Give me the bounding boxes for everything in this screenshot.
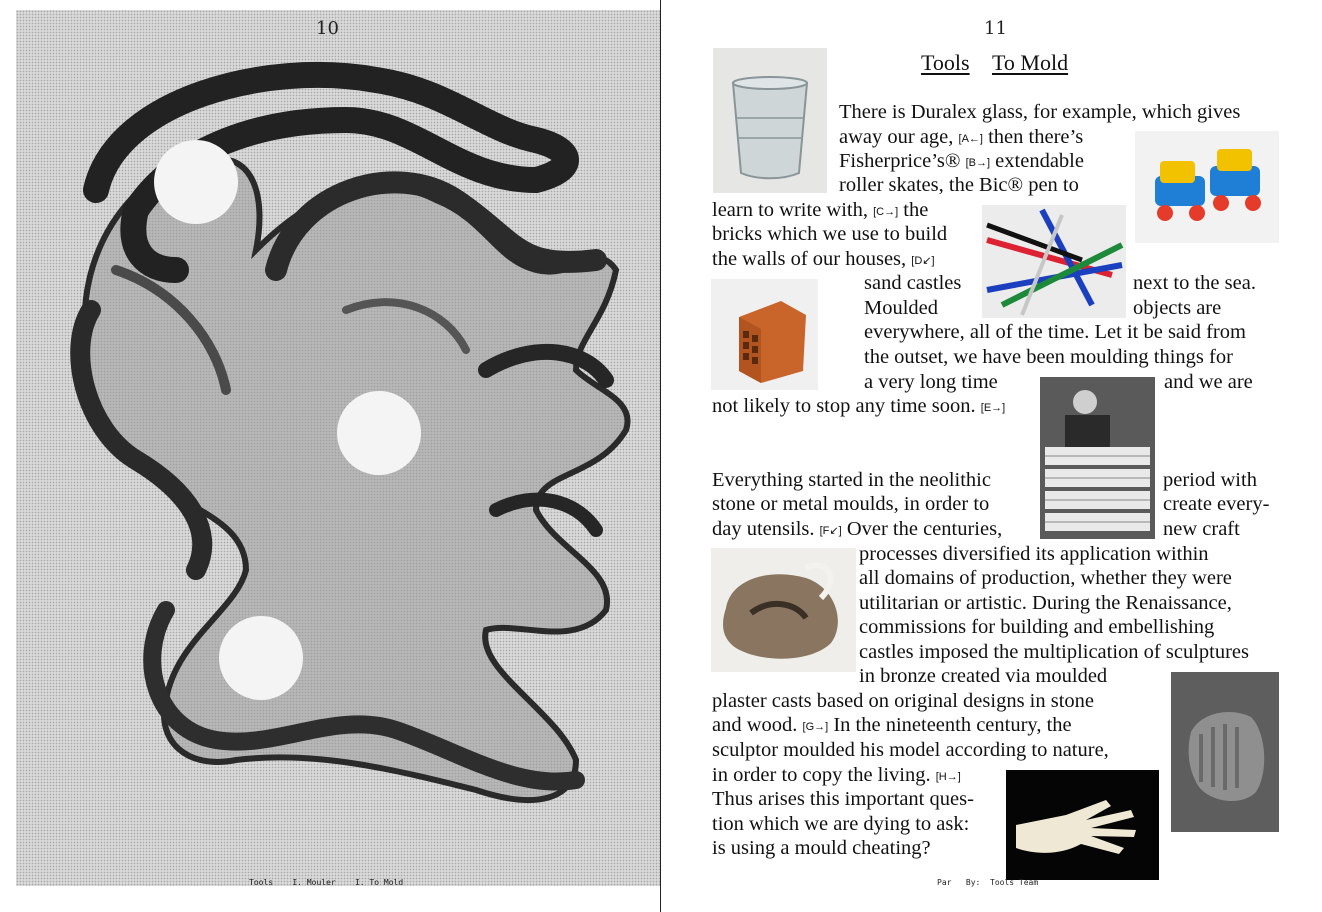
text-fragment: Over the centuries,: [846, 518, 1003, 540]
text-line-21: castles imposed the multiplication of sculptures: [859, 641, 1249, 663]
text-fragment: not likely to stop any time soon.: [712, 395, 976, 417]
text-line-6: bricks which we use to build: [712, 223, 948, 245]
text-line-9b: objects are: [1133, 297, 1222, 319]
ref-g-link[interactable]: [G→]: [802, 721, 829, 733]
text-line-25: sculptor moulded his model according to nature,: [712, 739, 1109, 761]
text-line-20: commissions for building and embellishing: [859, 616, 1215, 638]
footer-team: Tools Team: [990, 878, 1039, 887]
text-line-15b: create every-: [1163, 493, 1270, 515]
text-fragment: and wood.: [712, 714, 798, 736]
left-footer: [249, 878, 403, 887]
text-line-2: [839, 125, 1083, 152]
text-line-1: There is Duralex glass, for example, which gives: [839, 101, 1241, 123]
page-number-right: 11: [984, 18, 1007, 39]
text-line-27: Thus arises this important ques-: [712, 788, 974, 810]
ref-e-link[interactable]: [E→]: [980, 402, 1006, 414]
text-line-11: the outset, we have been moulding things for: [864, 346, 1233, 368]
ref-h-link[interactable]: [H→]: [935, 771, 961, 783]
text-line-3: [839, 149, 1084, 176]
footer-par: Par: [937, 878, 952, 887]
text-fragment: the: [903, 199, 929, 221]
text-fragment: the walls of our houses,: [712, 248, 907, 270]
text-line-5: [712, 198, 928, 225]
text-line-7: [712, 247, 935, 274]
brick-photo: [711, 279, 818, 390]
text-line-17: processes diversified its application within: [859, 543, 1209, 565]
text-line-14b: period with: [1163, 469, 1257, 491]
text-line-13: [712, 394, 1005, 421]
text-line-10: everywhere, all of the time. Let it be said from: [864, 321, 1246, 343]
ref-f-link[interactable]: [F↙]: [819, 525, 842, 537]
text-fragment: learn to write with,: [712, 199, 868, 221]
roller-skates-photo: [1135, 131, 1279, 243]
text-line-29: is using a mould cheating?: [712, 837, 931, 859]
ref-d-link[interactable]: [D↙]: [911, 255, 935, 267]
text-line-12b: and we are: [1164, 371, 1253, 393]
text-line-22: in bronze created via moulded: [859, 665, 1108, 687]
text-line-24: [712, 713, 1072, 740]
text-fragment: away our age,: [839, 126, 954, 148]
text-line-19: utilitarian or artistic. During the Renaissance,: [859, 592, 1232, 614]
text-line-16a: [712, 517, 1002, 544]
ref-a-link[interactable]: [A←]: [958, 133, 983, 145]
text-line-26: [712, 763, 961, 790]
text-line-12a: a very long time: [864, 371, 998, 393]
ref-c-link[interactable]: [C→]: [873, 206, 899, 218]
text-line-9a: Moulded: [864, 297, 939, 319]
footer-by: By:: [965, 878, 981, 887]
text-line-15a: stone or metal moulds, in order to: [712, 493, 990, 515]
text-line-23: plaster casts based on original designs in stone: [712, 690, 1095, 712]
text-fragment: day utensils.: [712, 518, 815, 540]
bic-pens-photo: [982, 205, 1126, 318]
page-number-left: 10: [316, 18, 339, 39]
cookie-cutter-mould-illustration: [16, 10, 660, 886]
tab-to-mold[interactable]: To Mold: [992, 50, 1069, 75]
tab-tools[interactable]: Tools: [921, 50, 970, 75]
text-line-8b: next to the sea.: [1133, 272, 1256, 294]
text-line-14a: Everything started in the neolithic: [712, 469, 991, 491]
white-hand-cast-photo: [1006, 770, 1159, 880]
text-fragment: In the nineteenth century, the: [833, 714, 1072, 736]
text-fragment: then there’s: [988, 126, 1084, 148]
text-line-18: all domains of production, whether they were: [859, 567, 1232, 589]
text-line-8a: sand castles: [864, 272, 962, 294]
duralex-glass-photo: [713, 48, 827, 193]
neolithic-stone-mould-photo: [711, 548, 856, 672]
text-fragment: Fisherprice’s®: [839, 150, 961, 172]
ref-b-link[interactable]: [B→]: [965, 157, 991, 169]
right-footer: [937, 878, 1038, 887]
text-fragment: in order to copy the living.: [712, 764, 931, 786]
plaster-hand-cast-photo: [1171, 672, 1279, 832]
egg-trays-worker-photo: [1040, 377, 1155, 539]
footer-tools: Tools: [249, 878, 274, 887]
text-line-28: tion which we are dying to ask:: [712, 813, 970, 835]
left-page: [0, 0, 660, 912]
footer-to-mold: I. To Mold: [354, 878, 404, 887]
text-line-16c: new craft: [1163, 518, 1240, 540]
text-line-4: roller skates, the Bic® pen to: [839, 174, 1079, 196]
footer-mouler: I. Mouler: [292, 878, 336, 887]
right-page: [661, 0, 1322, 912]
text-fragment: extendable: [995, 150, 1084, 172]
